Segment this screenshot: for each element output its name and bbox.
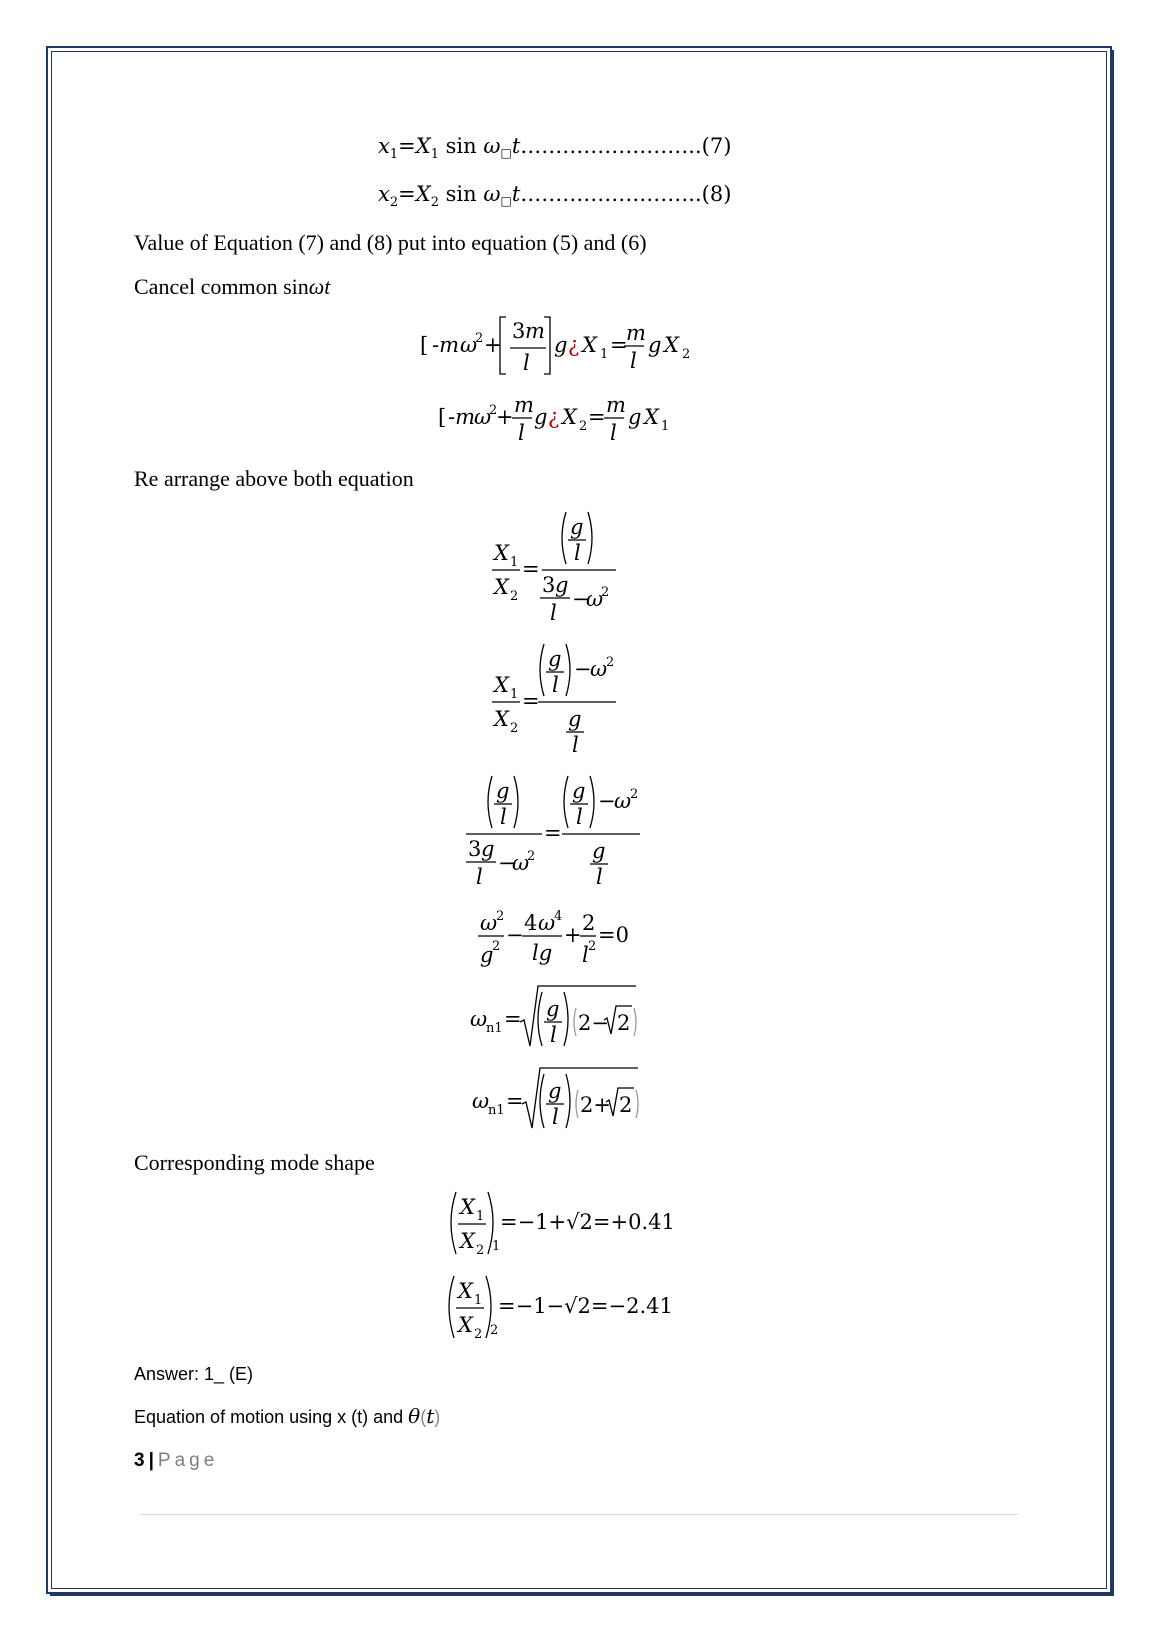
svg-text:lg: lg [532,941,553,965]
svg-text:ω: ω [614,789,632,813]
svg-text:g: g [548,1079,562,1103]
svg-text:2: 2 [601,585,610,600]
svg-text:2: 2 [510,589,519,604]
footer-page-number: 3 [134,1450,145,1471]
page-border-shadow-bottom [50,1592,1114,1596]
svg-text:1: 1 [474,1293,483,1308]
svg-text:ω: ω [590,657,608,681]
svg-text:+: + [484,333,502,357]
svg-text:1: 1 [600,347,609,362]
svg-text:=: = [522,689,540,713]
equation-natural-frequency-1 [468,984,648,1054]
svg-text:ω: ω [474,405,492,429]
paragraph-value-of-equation: Value of Equation (7) and (8) put into equation (5) and (6) [134,230,647,255]
svg-text:1: 1 [510,687,519,702]
invq-char-1: ¿ [568,333,580,357]
svg-text:l: l [552,1105,559,1129]
svg-text:X: X [494,575,509,599]
svg-text:X: X [460,1195,475,1219]
svg-text:2−: 2− [578,1011,609,1035]
svg-text:=: = [588,405,606,429]
svg-text:2: 2 [606,655,615,670]
paragraph-mode-shape: Corresponding mode shape [134,1150,375,1175]
svg-text:2: 2 [476,1243,485,1258]
svg-text:l: l [476,865,483,889]
paragraph-cancel-common: Cancel common sinωt [134,274,331,299]
svg-text:g: g [570,515,584,539]
svg-text:4: 4 [524,911,538,935]
svg-text:l: l [610,421,617,445]
svg-text:l: l [552,673,559,697]
svg-text:3: 3 [512,319,526,343]
equation-mode-ratio-2-rhs: =−1−√2=−2.41 [498,1294,673,1318]
svg-text:ω: ω [470,1007,488,1031]
invq-char-2: ¿ [548,405,560,429]
svg-text:−: − [574,657,592,681]
svg-text:=: = [610,333,628,357]
svg-text:2: 2 [582,911,596,935]
svg-text:l: l [582,943,589,967]
svg-text:g: g [480,943,494,967]
svg-text:l: l [518,421,525,445]
svg-text:2: 2 [617,1011,631,1035]
equation-ratio-2 [490,640,630,760]
paragraph-equation-of-motion: Equation of motion using x (t) and θ(t) [134,1404,441,1428]
svg-text:+: + [496,405,514,429]
svg-text:1: 1 [476,1209,485,1224]
svg-text:=: = [522,557,540,581]
equation-motion-2 [438,394,678,450]
svg-text:2: 2 [630,787,639,802]
svg-text:ω: ω [460,333,478,357]
page-border-shadow-right [1110,50,1114,1596]
equation-7: $x_1=X_1$ sin ω□t……………………..(7) [378,134,732,162]
footer-page-word: Page [157,1450,219,1471]
svg-text:g: g [572,779,586,803]
svg-text:2: 2 [490,1323,499,1338]
svg-text:g: g [548,647,562,671]
svg-text:2: 2 [579,419,588,434]
svg-text:2: 2 [474,1327,483,1342]
equation-ratio-1 [490,508,630,628]
svg-text:2: 2 [682,347,691,362]
svg-text:m: m [606,393,626,417]
svg-text:1: 1 [661,419,670,434]
svg-text:ω: ω [538,911,556,935]
svg-text:g: g [628,405,642,429]
svg-text:-m: -m [448,405,476,429]
svg-text:[: [ [438,405,447,429]
svg-text:l: l [574,541,581,565]
paragraph-rearrange: Re arrange above both equation [134,466,414,491]
equation-ratio-equality [464,772,654,892]
svg-text:g: g [534,405,548,429]
svg-text:l: l [523,351,530,375]
svg-text:X: X [494,673,509,697]
svg-text:−: − [598,789,616,813]
svg-text:ω: ω [480,911,498,935]
svg-text:l: l [500,805,507,829]
equation-frequency-polynomial [476,904,646,968]
footer-divider [140,1514,1018,1515]
svg-text:2: 2 [588,939,597,954]
paragraph-answer: Answer: 1_ (E) [134,1364,254,1384]
svg-text:m: m [514,393,534,417]
svg-text:X: X [664,333,679,357]
svg-text:X: X [644,405,659,429]
svg-text:n1: n1 [488,1103,505,1118]
svg-text:X: X [458,1279,473,1303]
svg-text:1: 1 [492,1239,501,1254]
svg-text:X: X [494,707,509,731]
equation-mode-ratio-1-lhs [446,1188,506,1260]
svg-text:2: 2 [475,331,484,346]
svg-text:2: 2 [496,909,505,924]
svg-text:3: 3 [468,837,482,861]
svg-text:l: l [572,733,579,757]
svg-text:−: − [572,587,590,611]
svg-text:−: − [498,851,516,875]
svg-text:l: l [576,805,583,829]
svg-text:m: m [626,321,646,345]
svg-text:=: = [506,1089,524,1113]
svg-text:1: 1 [510,555,519,570]
svg-text:ω: ω [512,851,530,875]
footer-separator: | [148,1450,154,1471]
svg-text:2+: 2+ [580,1093,611,1117]
svg-text:2: 2 [510,721,519,736]
equation-motion-1 [420,312,700,380]
svg-text:g: g [554,333,568,357]
equation-mode-ratio-2-lhs [444,1272,504,1344]
svg-text:g: g [592,839,606,863]
svg-text:g: g [546,997,560,1021]
svg-text:X: X [458,1313,473,1337]
equation-mode-ratio-1-rhs: =−1+√2=+0.41 [500,1210,675,1234]
equation-8: $x_2=X_2$ sin ω□t……………………..(8) [378,182,732,210]
svg-text:g: g [496,779,510,803]
svg-text:=: = [504,1007,522,1031]
svg-text:g: g [481,837,495,861]
svg-text:l: l [550,601,557,625]
svg-text:+: + [564,923,582,947]
svg-text:2: 2 [492,939,501,954]
svg-text:[: [ [420,333,429,357]
svg-text:l: l [630,349,637,373]
svg-text:X: X [494,541,509,565]
svg-text:X: X [582,333,597,357]
svg-text:-m: -m [432,333,460,357]
svg-text:2: 2 [619,1093,633,1117]
svg-text:=0: =0 [598,923,629,947]
svg-text:ω: ω [472,1089,490,1113]
svg-text:4: 4 [554,909,563,924]
svg-text:2: 2 [489,403,498,418]
svg-text:g: g [648,333,662,357]
svg-text:−: − [506,923,524,947]
footer-page-indicator [134,1450,218,1472]
svg-text:3: 3 [542,573,556,597]
svg-text:2: 2 [527,849,536,864]
svg-text:m: m [525,319,545,343]
svg-text:X: X [562,405,577,429]
svg-text:g: g [568,707,582,731]
svg-text:l: l [550,1023,557,1047]
equation-natural-frequency-2 [470,1066,650,1136]
svg-text:X: X [460,1229,475,1253]
svg-text:g: g [555,573,569,597]
svg-text:n1: n1 [486,1021,503,1036]
svg-text:ω: ω [586,587,604,611]
svg-text:=: = [544,821,562,845]
svg-text:l: l [596,865,603,889]
